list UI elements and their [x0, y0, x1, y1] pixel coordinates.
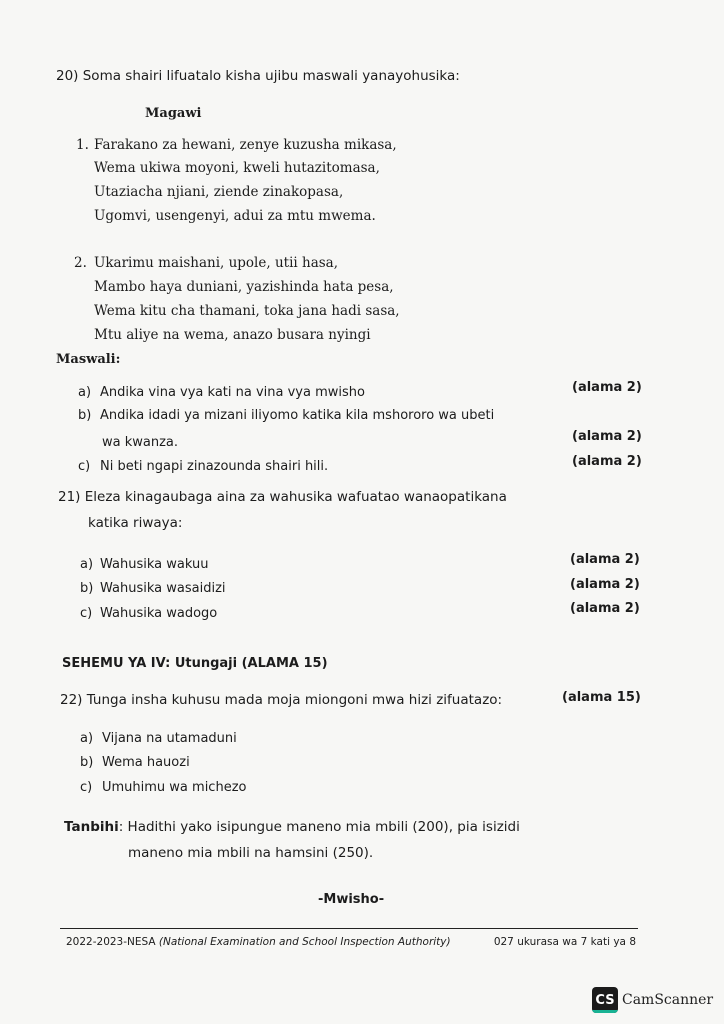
q20a-marks: (alama 2): [572, 380, 642, 395]
q22a-text: Vijana na utamaduni: [102, 731, 237, 746]
q20-intro: 20) Soma shairi lifuatalo kisha ujibu maswali yanayohusika:: [56, 68, 460, 84]
footer-left: [66, 936, 451, 948]
q21b-letter: b): [80, 581, 94, 596]
q21-text-line2: katika riwaya:: [88, 515, 183, 531]
poem-line: Mambo haya duniani, yazishinda hata pesa,: [94, 279, 394, 295]
stanza-2-number: 2.: [74, 255, 87, 271]
poem-line: Ugomvi, usengenyi, adui za mtu mwema.: [94, 208, 376, 224]
q21a-text: Wahusika wakuu: [100, 557, 209, 572]
q21a-marks: (alama 2): [570, 552, 640, 567]
poem-line: Ukarimu maishani, upole, utii hasa,: [94, 255, 339, 271]
poem-title: Magawi: [145, 106, 202, 121]
poem-line: Wema kitu cha thamani, toka jana hadi sasa,: [94, 303, 400, 319]
q21b-marks: (alama 2): [570, 577, 640, 592]
q20b-marks: (alama 2): [572, 429, 642, 444]
q21a-letter: a): [80, 557, 94, 572]
section-4-heading: SEHEMU YA IV: Utungaji (ALAMA 15): [62, 656, 328, 671]
footer-page-number: 027 ukurasa wa 7 kati ya 8: [493, 936, 636, 948]
footer-rule: [60, 928, 638, 929]
end-mark: -Mwisho-: [318, 892, 385, 907]
poem-line: Mtu aliye na wema, anazo busara nyingi: [94, 327, 371, 343]
tanbihi-line1: [64, 819, 520, 835]
tanbihi-label: Tanbihi: [64, 819, 119, 835]
poem-line: Utaziacha njiani, ziende zinakopasa,: [94, 184, 344, 200]
camscanner-logo-icon: CS: [592, 987, 618, 1013]
poem-line: Wema ukiwa moyoni, kweli hutazitomasa,: [94, 160, 380, 176]
q21c-text: Wahusika wadogo: [100, 606, 218, 621]
poem-line: Farakano za hewani, zenye kuzusha mikasa,: [94, 137, 397, 153]
stanza-1-number: 1.: [76, 137, 89, 153]
q21b-text: Wahusika wasaidizi: [100, 581, 226, 596]
q20a-letter: a): [78, 385, 92, 400]
footer-org-name: (National Examination and School Inspection Authority): [155, 936, 451, 948]
q20b-text-line2: wa kwanza.: [102, 435, 179, 450]
q21c-letter: c): [80, 606, 93, 621]
q20c-letter: c): [78, 459, 91, 474]
q20a-text: Andika vina vya kati na vina vya mwisho: [100, 385, 365, 400]
q20b-text-line1: Andika idadi ya mizani iliyomo katika kila mshororo wa ubeti: [100, 408, 495, 423]
q22c-text: Umuhimu wa michezo: [102, 780, 247, 795]
q21-text-line1: 21) Eleza kinagaubaga aina za wahusika wafuatao wanaopatikana: [58, 489, 507, 505]
tanbihi-text-line1: : Hadithi yako isipungue maneno mia mbili (200), pia isizidi: [118, 819, 520, 835]
camscanner-watermark: [592, 987, 713, 1013]
maswali-heading: Maswali:: [56, 352, 121, 367]
q20c-text: Ni beti ngapi zinazounda shairi hili.: [100, 459, 329, 474]
q20c-marks: (alama 2): [572, 454, 642, 469]
q22b-letter: b): [80, 755, 94, 770]
q22a-letter: a): [80, 731, 94, 746]
q22-marks: (alama 15): [562, 690, 641, 705]
camscanner-name: CamScanner: [622, 992, 714, 1008]
q21c-marks: (alama 2): [570, 601, 640, 616]
q22-text: 22) Tunga insha kuhusu mada moja miongoni mwa hizi zifuatazo:: [60, 692, 503, 708]
q22c-letter: c): [80, 780, 93, 795]
q20b-letter: b): [78, 408, 92, 423]
footer-org-code: 2022-2023-NESA: [66, 936, 156, 948]
tanbihi-text-line2: maneno mia mbili na hamsini (250).: [128, 845, 374, 861]
q22b-text: Wema hauozi: [102, 755, 190, 770]
